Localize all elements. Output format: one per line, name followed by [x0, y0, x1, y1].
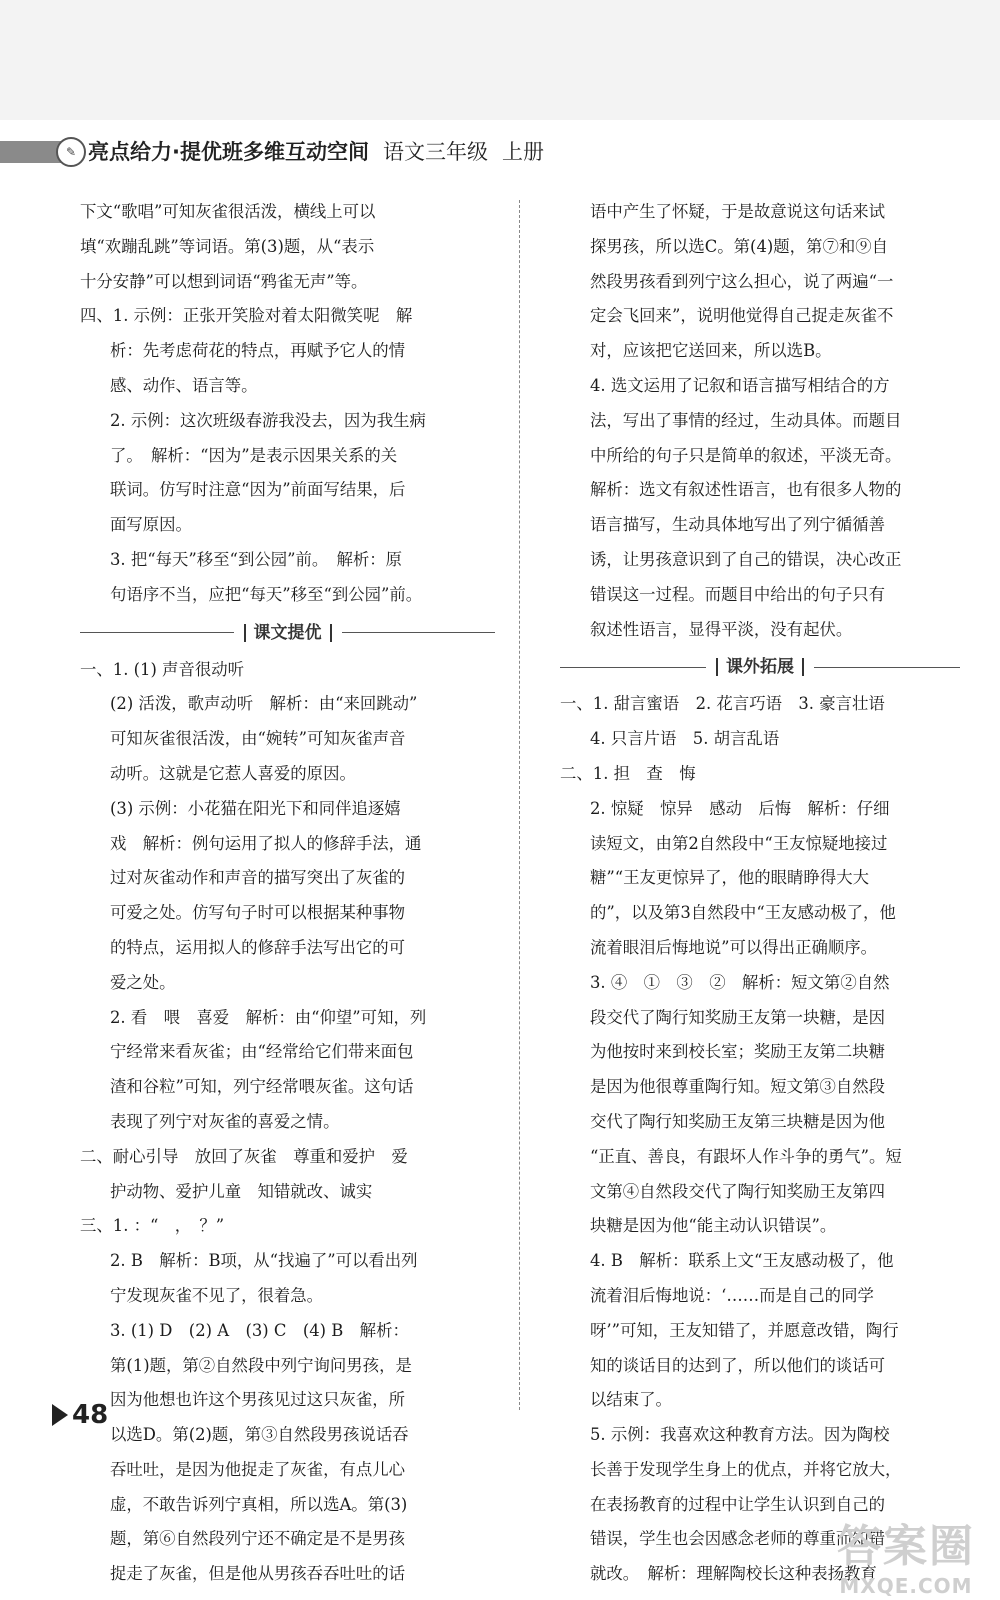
header-subject: 语文三年级: [382, 140, 488, 164]
text-line: 对，应该把它送回来，所以选B。: [590, 341, 832, 361]
right-top-block: [560, 195, 960, 647]
page-arrow-icon: [52, 1404, 68, 1426]
left-column: [80, 195, 495, 1592]
text-line: 填“欢蹦乱跳”等词语。第(3)题，从“表示: [80, 236, 375, 256]
section-title-kewai: [560, 647, 960, 687]
text-line: 宁经常来看灰雀；由“经常给它们带来面包: [110, 1042, 414, 1062]
text-line: 可知灰雀很活泼，由“婉转”可知灰雀声音: [110, 729, 406, 749]
section-rule: [814, 667, 960, 668]
text-line: 在表扬教育的过程中让学生认识到自己的: [590, 1494, 886, 1514]
text-line: 知的谈话目的达到了，所以他们的谈话可: [590, 1355, 886, 1375]
section-rule: [560, 667, 706, 668]
text-line: 一、1. 甜言蜜语 2. 花言巧语 3. 豪言壮语: [560, 694, 885, 714]
header-text: [88, 136, 544, 166]
text-line: 为他按时来到校长室；奖励王友第二块糖: [590, 1042, 886, 1062]
text-line: 捉走了灰雀，但是他从男孩吞吞吐吐的话: [110, 1564, 406, 1584]
page-number-text: 48: [72, 1400, 109, 1430]
text-line: “正直、善良，有跟坏人作斗争的勇气”。短: [590, 1146, 902, 1166]
text-line: 宁发现灰雀不见了，很着急。: [110, 1285, 324, 1305]
text-line: 虚，不敢告诉列宁真相，所以选A。第(3): [110, 1494, 408, 1514]
text-line: 3. 把“每天”移至“到公园”前。 解析：原: [110, 549, 403, 569]
section-label: 课外拓展: [716, 658, 804, 676]
text-line: 读短文，由第2自然段中“王友惊疑地接过: [590, 833, 888, 853]
left-top-block: [80, 195, 495, 299]
header-bar: [0, 141, 62, 163]
section-rule: [342, 632, 496, 633]
section-title-kewen: [80, 613, 495, 653]
watermark-url: MXQE.COM: [839, 1574, 973, 1598]
text-line: 叙述性语言，显得平淡，没有起伏。: [590, 619, 853, 639]
text-line: 3. ④ ① ③ ② 解析：短文第②自然: [590, 972, 890, 992]
text-line: 句语序不当，应把“每天”移至“到公园”前。: [110, 584, 423, 604]
text-line: 是因为他很尊重陶行知。短文第③自然段: [590, 1077, 886, 1097]
text-line: (2) 活泼，歌声动听 解析：由“来回跳动”: [110, 694, 418, 714]
text-line: 联词。仿写时注意“因为”前面写结果，后: [110, 480, 406, 500]
text-line: 探男孩，所以选C。第(4)题，第⑦和⑨自: [590, 236, 889, 256]
text-line: 流着泪后悔地说：‘……而是自己的同学: [590, 1285, 874, 1305]
text-line: 3. (1) D (2) A (3) C (4) B 解析：: [110, 1320, 409, 1340]
text-line: 2. 示例：这次班级春游我没去，因为我生病: [110, 410, 426, 430]
text-line: 4. 选文运用了记叙和语言描写相结合的方: [590, 375, 890, 395]
text-line: 就改。 解析：理解陶校长这种表扬教育: [590, 1564, 877, 1584]
text-line: 2. 惊疑 惊异 感动 后悔 解析：仔细: [590, 798, 890, 818]
watermark-main: 答案圈: [837, 1521, 975, 1572]
text-line: 了。 解析：“因为”是表示因果关系的关: [110, 445, 398, 465]
text-line: 语言描写，生动具体地写出了列宁循循善: [590, 515, 886, 535]
text-line: 因为他想也许这个男孩见过这只灰雀，所: [110, 1390, 406, 1410]
text-line: 二、耐心引导 放回了灰雀 尊重和爱护 爱: [80, 1146, 408, 1166]
text-line: 渣和谷粒”可知，列宁经常喂灰雀。这句话: [110, 1077, 414, 1097]
text-line: 以选D。第(2)题，第③自然段男孩说话吞: [110, 1425, 409, 1445]
left-body-block: [80, 653, 495, 1593]
text-line: 表现了列宁对灰雀的喜爱之情。: [110, 1111, 340, 1131]
text-line: 语中产生了怀疑，于是故意说这句话来试: [590, 202, 886, 221]
text-line: 文第④自然段交代了陶行知奖励王友第四: [590, 1181, 886, 1201]
right-body-block: [560, 687, 960, 1592]
text-line: 段交代了陶行知奖励王友第一块糖，是因: [590, 1007, 886, 1027]
text-line: 四、1. 示例：正张开笑脸对着太阳微笑呢 解: [80, 306, 413, 326]
header-title: 亮点给力·提优班多维互动空间: [88, 140, 369, 164]
text-line: 中所给的句子只是简单的叙述，平淡无奇。: [590, 445, 902, 465]
text-line: 长善于发现学生身上的优点，并将它放大，: [590, 1459, 902, 1479]
text-line: 流着眼泪后悔地说”可以得出正确顺序。: [590, 937, 878, 957]
text-line: 糖”“王友更惊异了，他的眼睛睁得大大: [590, 868, 870, 888]
text-line: 三、1. ：“ ， ？”: [80, 1216, 225, 1236]
text-line: 面写原因。: [110, 515, 192, 535]
text-line: 戏 解析：例句运用了拟人的修辞手法，通: [110, 833, 422, 853]
text-line: 诱，让男孩意识到了自己的错误，决心改正: [590, 549, 902, 569]
text-line: 第(1)题，第②自然段中列宁询问男孩，是: [110, 1355, 412, 1375]
text-line: 过对灰雀动作和声音的描写突出了灰雀的: [110, 868, 406, 888]
text-line: 下文“歌唱”可知灰雀很活泼，横线上可以: [80, 202, 376, 221]
text-line: 4. 只言片语 5. 胡言乱语: [590, 729, 780, 749]
page-top-margin: [0, 0, 1000, 120]
watermark: [837, 1510, 975, 1598]
text-line: 定会飞回来”，说明他觉得自己捉走灰雀不: [590, 306, 894, 326]
text-line: 析：先考虑荷花的特点，再赋予它人的情: [110, 341, 406, 361]
text-line: 以结束了。: [590, 1390, 672, 1410]
text-line: 吞吐吐，是因为他捉走了灰雀，有点儿心: [110, 1459, 406, 1479]
text-line: 2. B 解析：B项，从“找遍了”可以看出列: [110, 1251, 418, 1271]
page-number: [52, 1400, 108, 1430]
left-q4-block: [80, 299, 495, 612]
text-line: 可爱之处。仿写句子时可以根据某种事物: [110, 903, 406, 923]
text-line: 2. 看 喂 喜爱 解析：由“仰望”可知，列: [110, 1007, 427, 1027]
text-line: 十分安静”可以想到词语“鸦雀无声”等。: [80, 271, 368, 291]
text-line: 动听。这就是它惹人喜爱的原因。: [110, 763, 356, 783]
text-line: 的特点，运用拟人的修辞手法写出它的可: [110, 937, 406, 957]
text-line: 感、动作、语言等。: [110, 375, 258, 395]
text-line: 护动物、爱护儿童 知错就改、诚实: [110, 1181, 373, 1201]
text-line: 块糖是因为他“能主动认识错误”。: [590, 1216, 837, 1236]
text-line: 5. 示例：我喜欢这种教育方法。因为陶校: [590, 1425, 890, 1445]
text-line: 交代了陶行知奖励王友第三块糖是因为他: [590, 1111, 886, 1131]
text-line: 爱之处。: [110, 972, 176, 992]
text-line: 二、1. 担 查 悔: [560, 763, 696, 783]
column-divider: [519, 200, 520, 1410]
section-rule: [80, 632, 234, 633]
text-line: (3) 示例：小花猫在阳光下和同伴追逐嬉: [110, 798, 401, 818]
text-line: 题，第⑥自然段列宁还不确定是不是男孩: [110, 1529, 406, 1549]
text-line: 一、1. (1) 声音很动听: [80, 659, 245, 679]
text-line: 错误这一过程。而题目中给出的句子只有: [590, 584, 886, 604]
right-column: [560, 195, 960, 1592]
text-line: 呀’”可知，王友知错了，并愿意改错，陶行: [590, 1320, 899, 1340]
text-line: 错误，学生也会因感念老师的尊重而知错: [590, 1529, 886, 1549]
text-line: 法，写出了事情的经过，生动具体。而题目: [590, 410, 902, 430]
text-line: 然段男孩看到列宁这么担心，说了两遍“一: [590, 271, 894, 291]
text-line: 解析：选文有叙述性语言，也有很多人物的: [590, 480, 902, 500]
page-header: [0, 133, 1000, 173]
series-logo-icon: ✎: [56, 137, 86, 167]
text-line: 4. B 解析：联系上文“王友感动极了，他: [590, 1251, 894, 1271]
header-volume: 上册: [501, 140, 544, 164]
section-label: 课文提优: [244, 624, 332, 642]
text-line: 的”，以及第3自然段中“王友感动极了，他: [590, 903, 896, 923]
